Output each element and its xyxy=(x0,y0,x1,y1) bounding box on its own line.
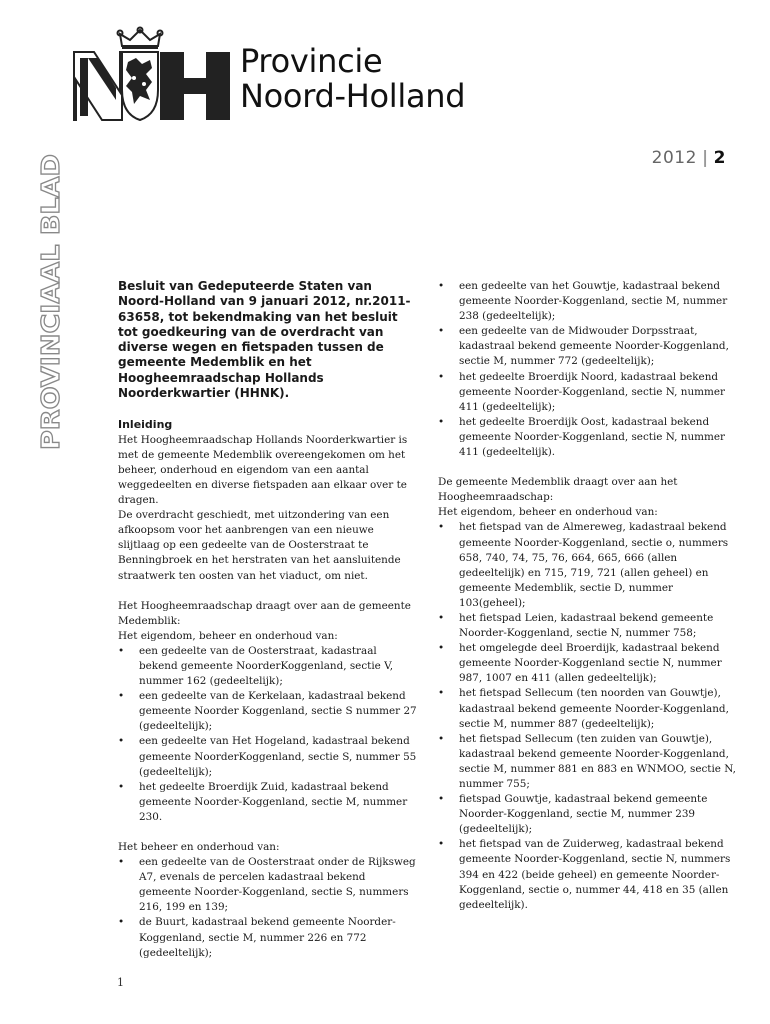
hhnk-ownership-list xyxy=(118,644,418,825)
list-item: • het fietspad Leien, kadastraal bekend gemeente Noorder-Koggenland, sectie N, nummer 758; xyxy=(438,611,714,640)
intro-paragraph-1: Het Hoogheemraadschap Hollands Noorderkwartier is met de gemeente Medemblik overeengekomen om het beheer, onderhoud en eigendom van een aantal weggedeelten en diverse fietspaden aan elkaar over te dragen. xyxy=(118,433,408,507)
bullet: • xyxy=(118,690,125,703)
right-column xyxy=(438,279,736,913)
gemeente-transfer-intro: De gemeente Medemblik draagt over aan het Hoogheemraadschap: xyxy=(438,476,678,504)
intro-paragraph-2: De overdracht geschiedt, met uitzondering van een afkoopsom voor het aanbrengen van een nieuwe slijtlaag op een gedeelte van de Oosterstraat te Benningbroek en het herstraten van het aansluitende straatwerk ten oosten van het viaduct, om niet. xyxy=(118,509,401,582)
list-item: • het fietspad Sellecum (ten zuiden van Gouwtje), kadastraal bekend gemeente Noorder-Koggenland, sectie M, nummer 881 en 883 en WNMOO, sectie N, nummer 755; xyxy=(438,732,736,790)
issue-number: 2 xyxy=(713,148,726,168)
bullet: • xyxy=(438,325,445,338)
bullet: • xyxy=(438,642,445,655)
issue-label xyxy=(652,148,726,168)
bullet: • xyxy=(438,687,445,700)
list-item: • het fietspad Sellecum (ten noorden van Gouwtje), kadastraal bekend gemeente Noorder-Koggenland, sectie M, nummer 887 (gedeeltelijk); xyxy=(438,687,729,730)
bullet: • xyxy=(438,793,445,806)
intro-heading: Inleiding xyxy=(118,418,173,432)
document-title: Besluit van Gedeputeerde Staten van Noord-Holland van 9 januari 2012, nr.2011-63658, tot bekendmaking van het besluit tot goedkeuring van de overdracht van diverse wegen en fietspaden tussen de gemeente Medemblik en het Hoogheemraadschap Hollands Noorderkwartier (HHNK). xyxy=(118,279,411,401)
list-item: • een gedeelte van de Oosterstraat onder de Rijksweg A7, evenals de percelen kadastraal bekend gemeente Noorder-Koggenland, sectie S, nummers 216, 199 en 139; xyxy=(118,856,416,914)
list-item: • het omgelegde deel Broerdijk, kadastraal bekend gemeente Noorder-Koggenland sectie N, nummer 987, 1007 en 411 (allen gedeeltelijk); xyxy=(438,642,722,685)
brand-name xyxy=(240,44,465,114)
bullet: • xyxy=(118,916,125,929)
provincie-logo xyxy=(72,28,232,120)
bullet: • xyxy=(438,838,445,851)
hhnk-maintenance-label: Het beheer en onderhoud van: xyxy=(118,841,280,854)
list-item: • een gedeelte van de Oosterstraat, kadastraal bekend gemeente NoorderKoggenland, sectie V, nummer 162 (gedeeltelijk); xyxy=(118,644,394,688)
bullet: • xyxy=(438,280,445,292)
list-item: • het gedeelte Broerdijk Zuid, kadastraal bekend gemeente Noorder-Koggenland, sectie M, nummer 230. xyxy=(118,780,408,823)
list-item: • het fietspad van de Zuiderweg, kadastraal bekend gemeente Noorder-Koggenland, sectie N, nummers 394 en 422 (beide geheel) en gemeente Noorder-Koggenland, sectie o, nummer 44, 418 en 35 (allen gedeeltelijk). xyxy=(438,838,731,911)
hhnk-maintenance-list-continued xyxy=(438,279,736,460)
bullet: • xyxy=(438,415,445,428)
list-item: • de Buurt, kadastraal bekend gemeente Noorder-Koggenland, sectie M, nummer 226 en 772 (gedeeltelijk); xyxy=(118,916,396,959)
list-item: • een gedeelte van het Gouwtje, kadastraal bekend gemeente Noorder-Koggenland, sectie M, nummer 238 (gedeeltelijk); xyxy=(438,280,728,323)
list-item: • het gedeelte Broerdijk Noord, kadastraal bekend gemeente Noorder-Koggenland, sectie N, nummer 411 (gedeeltelijk); xyxy=(438,370,725,413)
list-item: • het gedeelte Broerdijk Oost, kadastraal bekend gemeente Noorder-Koggenland, sectie N, nummer 411 (gedeeltelijk). xyxy=(438,415,725,459)
list-item: • een gedeelte van de Midwouder Dorpsstraat, kadastraal bekend gemeente Noorder-Koggenland, sectie M, nummer 772 (gedeeltelijk); xyxy=(438,325,729,368)
hhnk-transfer-intro: Het Hoogheemraadschap draagt over aan de gemeente Medemblik: xyxy=(118,599,411,627)
bullet: • xyxy=(118,644,125,657)
issue-year: 2012 xyxy=(651,148,697,168)
provinciaal-blad-sidebar xyxy=(37,152,63,452)
brand-line-2: Noord-Holland xyxy=(240,77,466,115)
page-number: 1 xyxy=(117,976,124,989)
bullet: • xyxy=(438,370,445,383)
bullet: • xyxy=(438,732,445,745)
gemeente-ownership-list xyxy=(438,520,736,912)
list-item: • het fietspad van de Almereweg, kadastraal bekend gemeente Noorder-Koggenland, sectie o, nummers 658, 740, 74, 75, 76, 664, 665, 666 (allen gedeeltelijk) en 715, 719, 721 (allen geheel) en gemeente Medemblik, sectie D, nummer 103(geheel); xyxy=(438,521,729,609)
bullet: • xyxy=(118,780,125,793)
hhnk-maintenance-list xyxy=(118,855,418,961)
hhnk-ownership-label: Het eigendom, beheer en onderhoud van: xyxy=(118,629,338,642)
bullet: • xyxy=(438,611,445,624)
sidebar-text: PROVINCIAAL BLAD xyxy=(36,176,65,450)
brand-line-1: Provincie xyxy=(240,42,383,80)
list-item: • een gedeelte van Het Hogeland, kadastraal bekend gemeente NoorderKoggenland, sectie S, nummer 55 (gedeeltelijk); xyxy=(118,735,417,778)
issue-separator: | xyxy=(701,148,709,168)
list-item: • fietspad Gouwtje, kadastraal bekend gemeente Noorder-Koggenland, sectie M, nummer 239 (gedeeltelijk); xyxy=(438,793,708,836)
left-column xyxy=(118,279,418,961)
bullet: • xyxy=(118,735,125,748)
gemeente-ownership-label: Het eigendom, beheer en onderhoud van: xyxy=(438,506,658,519)
list-item: • een gedeelte van de Kerkelaan, kadastraal bekend gemeente Noorder Koggenland, sectie S nummer 27 (gedeeltelijk); xyxy=(118,690,417,733)
bullet: • xyxy=(438,521,445,534)
bullet: • xyxy=(118,856,125,869)
